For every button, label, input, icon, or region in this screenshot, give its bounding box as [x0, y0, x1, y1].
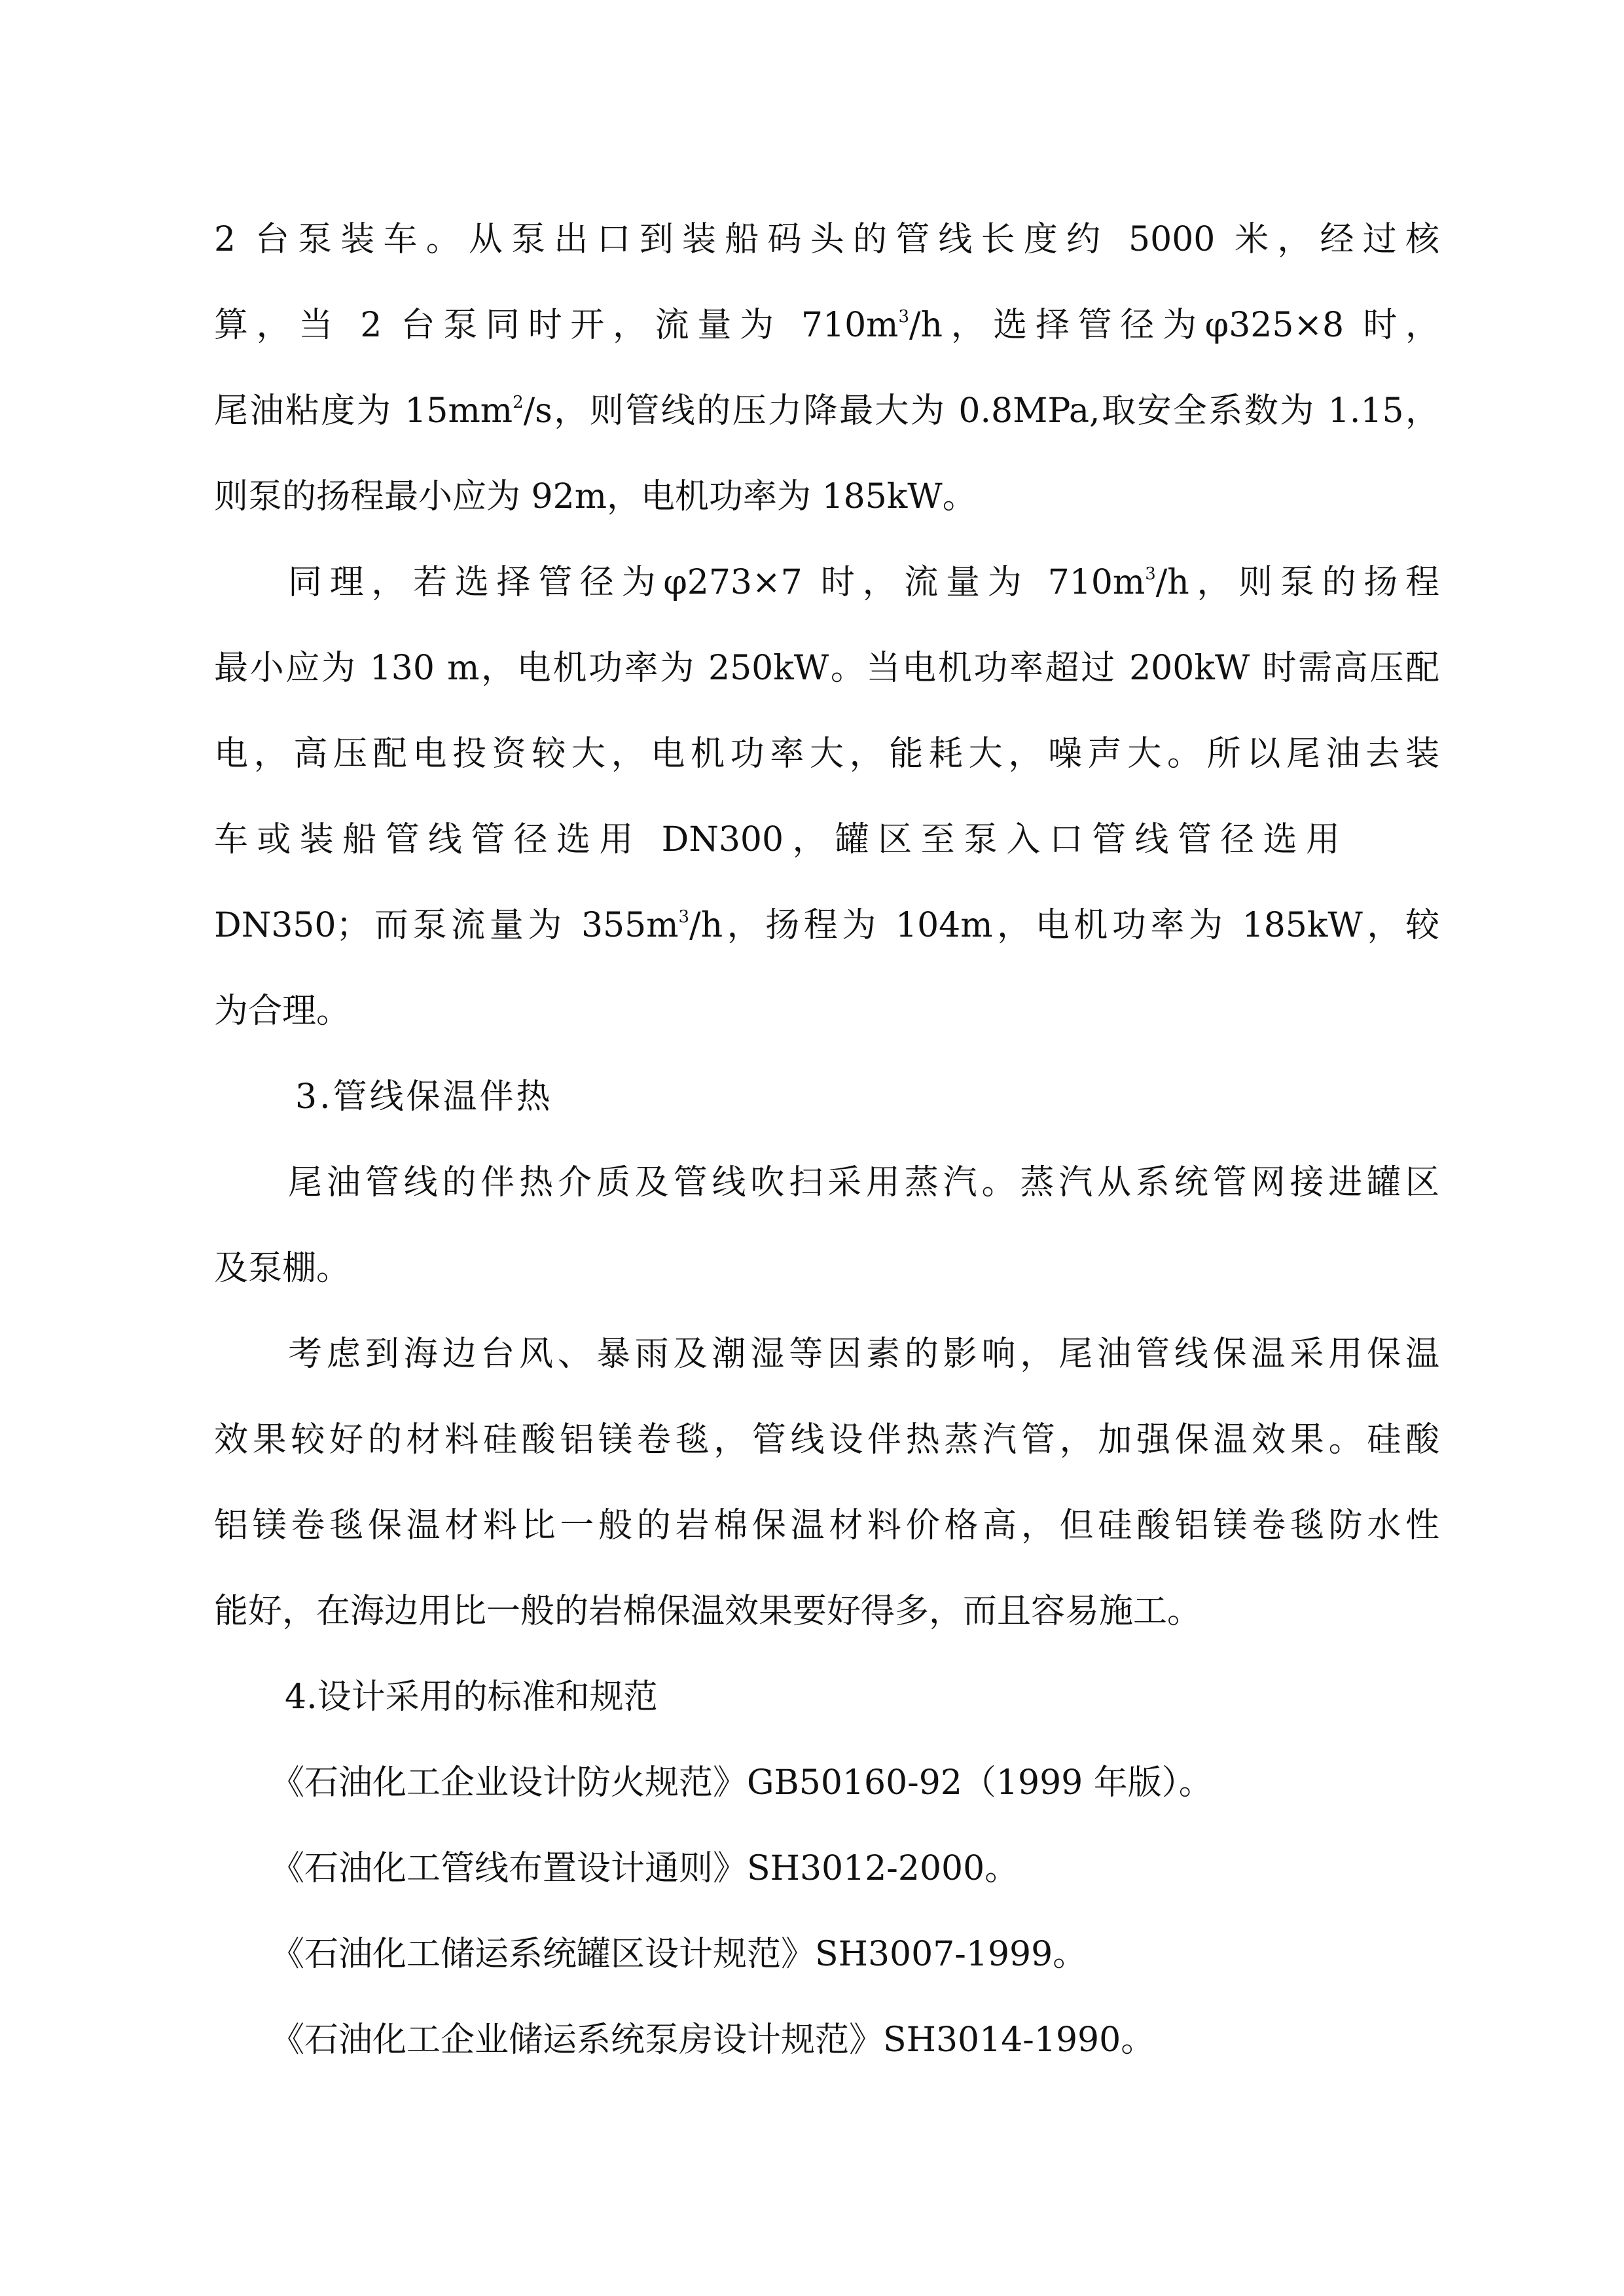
text-line: 能好，在海边用比一般的岩棉保温效果要好得多，而且容易施工。	[214, 1592, 1202, 1631]
superscript: 3	[1145, 564, 1156, 584]
text-line	[214, 391, 1439, 431]
text: 最小应为 130 m，电机功率为 250kW。当电机功率超过 200kW 时需高压配	[214, 649, 1439, 688]
text: DN350；而泵流量为 355m	[214, 906, 679, 945]
text-line: 效果较好的材料硅酸铝镁卷毯，管线设伴热蒸汽管，加强保温效果。硅酸	[214, 1420, 1439, 1460]
text: /h，选择管径为φ325×8 时，	[909, 306, 1440, 345]
text: 算，当 2 台泵同时开，流量为 710m	[214, 306, 899, 345]
text-line	[214, 220, 1439, 259]
superscript: 3	[678, 907, 690, 927]
text: 尾油粘度为 15mm	[214, 391, 513, 431]
standard-item: 《石油化工企业储运系统泵房设计规范》SH3014-1990。	[270, 2020, 1155, 2060]
text-line: 及泵棚。	[214, 1249, 351, 1288]
text: 则泵的扬程最小应为 92m，电机功率为 185kW。	[214, 477, 977, 516]
standard-item: 《石油化工管线布置设计通则》SH3012-2000。	[270, 1849, 1019, 1888]
text-line: 铝镁卷毯保温材料比一般的岩棉保温材料价格高，但硅酸铝镁卷毯防水性	[214, 1506, 1439, 1545]
standard-item: 《石油化工储运系统罐区设计规范》SH3007-1999。	[270, 1935, 1087, 1974]
text-line	[214, 649, 1439, 688]
text: /s，则管线的压力降最大为 0.8MPa,取安全系数为 1.15，	[523, 391, 1439, 431]
text: /h，则泵的扬程	[1155, 563, 1440, 602]
standard-item: 《石油化工企业设计防火规范》GB50160-92（1999 年版）。	[270, 1763, 1213, 1803]
text-line	[214, 734, 1439, 774]
text-line	[214, 477, 1439, 516]
text: 为合理。	[214, 992, 351, 1031]
text-line	[214, 306, 1439, 345]
text-line	[214, 820, 1340, 859]
text-line	[214, 906, 1439, 945]
text-line	[288, 563, 1439, 602]
text-line: 尾油管线的伴热介质及管线吹扫采用蒸汽。蒸汽从系统管网接进罐区	[288, 1163, 1439, 1202]
text: 电，高压配电投资较大，电机功率大，能耗大，噪声大。所以尾油去装	[214, 734, 1439, 774]
text: 2 台泵装车。从泵出口到装船码头的管线长度约 5000 米，经过核	[214, 220, 1439, 259]
section-heading: 4.设计采用的标准和规范	[285, 1677, 658, 1717]
section-heading: 3.管线保温伴热	[295, 1077, 553, 1117]
text: /h，扬程为 104m，电机功率为 185kW，较	[689, 906, 1439, 945]
text: 车或装船管线管径选用 DN300，罐区至泵入口管线管径选用	[214, 820, 1340, 859]
text: 同理，若选择管径为φ273×7 时，流量为 710m	[288, 563, 1146, 602]
text-line	[214, 992, 1439, 1031]
text-line: 考虑到海边台风、暴雨及潮湿等因素的影响，尾油管线保温采用保温	[288, 1335, 1439, 1374]
superscript: 3	[898, 307, 910, 327]
superscript: 2	[513, 393, 524, 412]
